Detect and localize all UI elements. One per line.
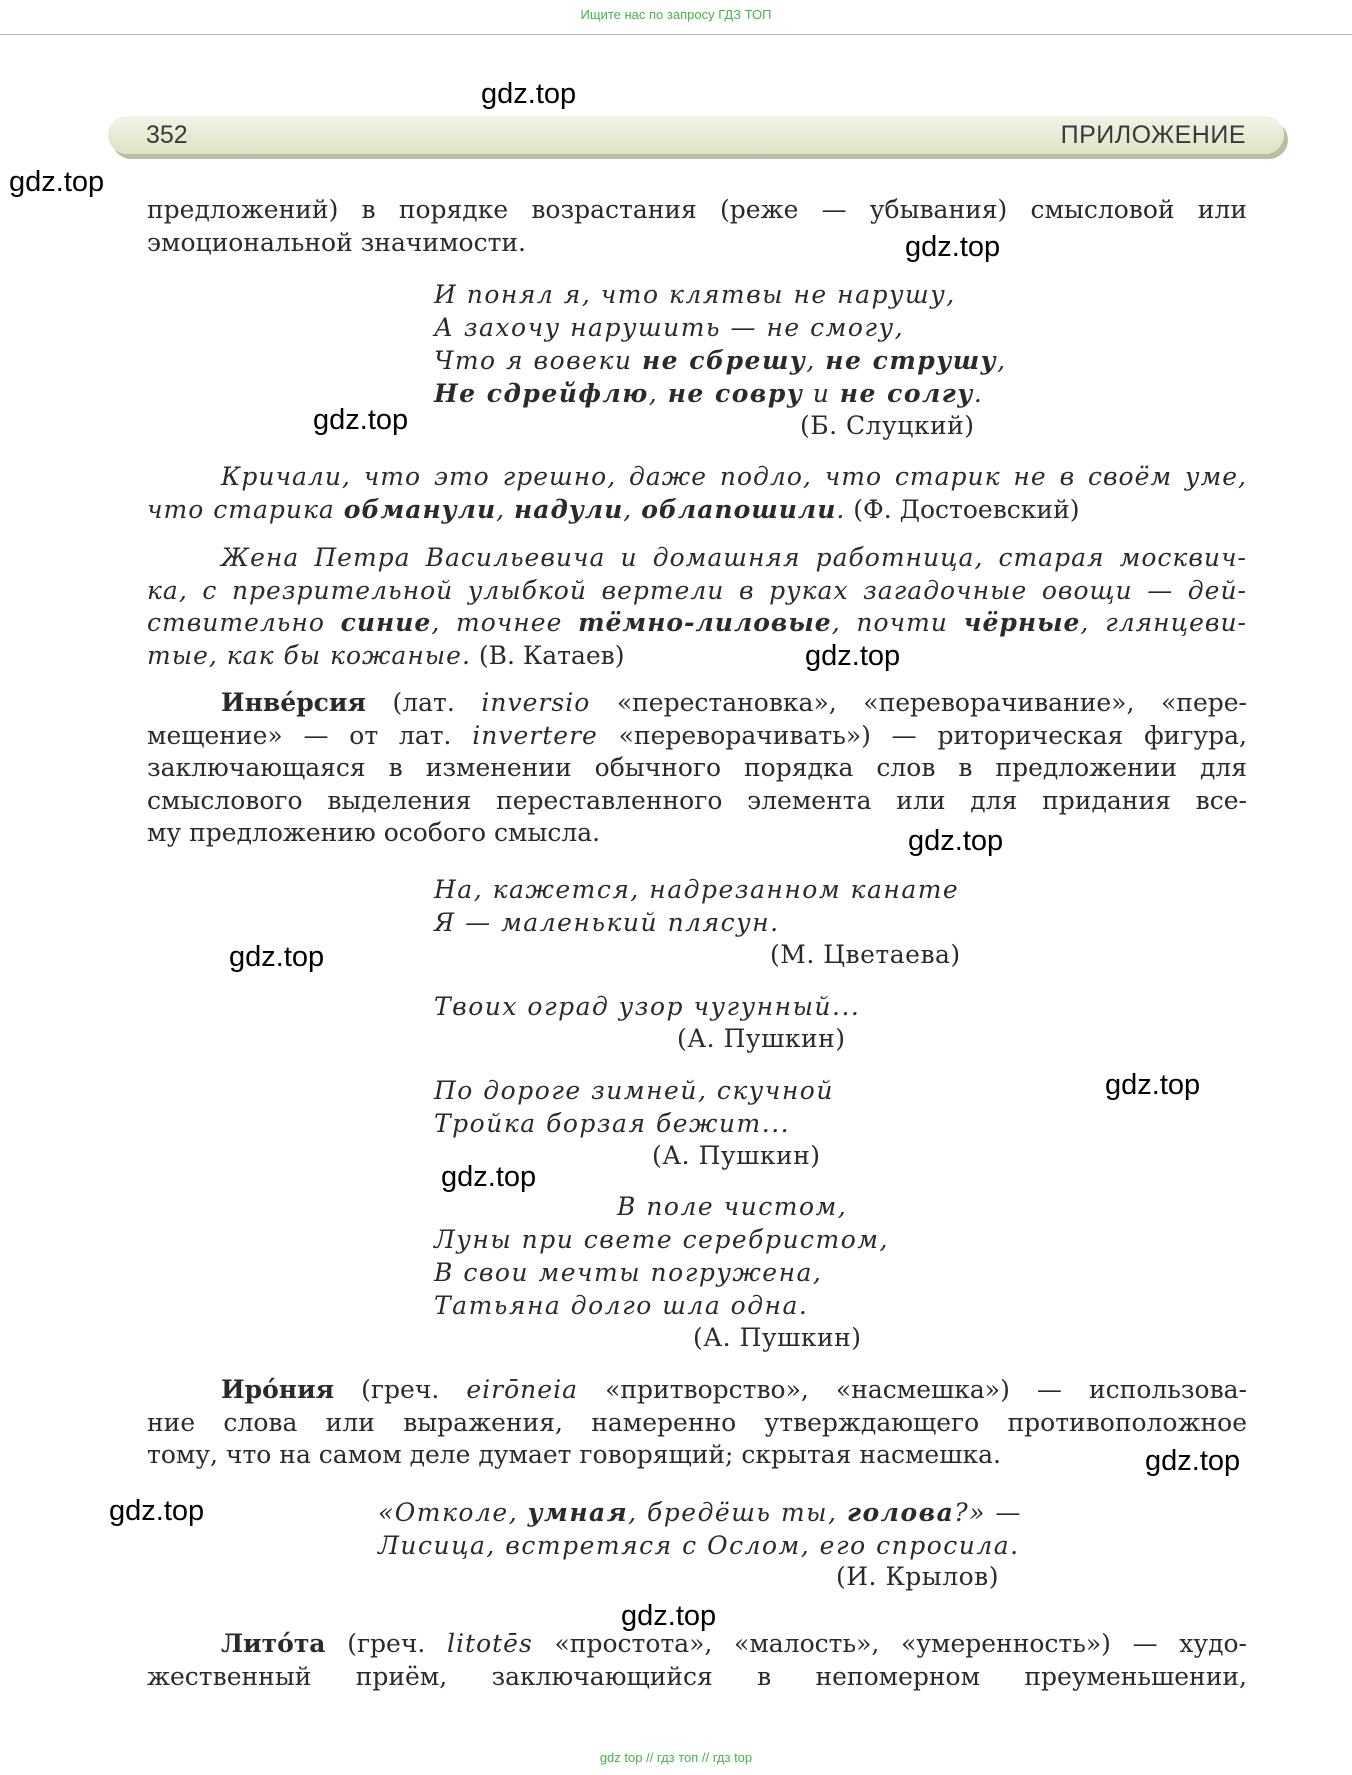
footer-links[interactable]: gdz top // гдз топ // гдз top xyxy=(599,1750,753,1765)
author-pushkin-1: (А. Пушкин) xyxy=(677,1024,846,1053)
watermark: gdz.top xyxy=(441,1161,537,1193)
author-tsvetaeva: (М. Цветаева) xyxy=(770,940,961,969)
term-litotes: Лито́та xyxy=(221,1629,326,1658)
term-inversion: Инве́рсия xyxy=(221,688,366,717)
author-slutsky: (Б. Слуцкий) xyxy=(800,411,975,440)
watermark: gdz.top xyxy=(905,231,1001,263)
definition-inversion: Инве́рсия (лат. inversio «перестановка», «переворачивание», «пере- мещение» — от лат. invertere «переворачивать») — риторическая фигура, заключающаяся в изменении обычного порядка слов в предложении для смыслового выделения переставленного элемента или для придания все- му предложению особого смысла. xyxy=(147,688,1247,847)
watermark: gdz.top xyxy=(621,1600,717,1632)
watermark: gdz.top xyxy=(1105,1069,1201,1101)
top-banner[interactable]: Ищите нас по запросу ГДЗ ТОП xyxy=(0,0,1352,35)
definition-litotes: Лито́та (греч. litotēs «простота», «малость», «умеренность») — худо- жественный приём, заключающийся в непомерном преуменьшении, xyxy=(147,1629,1247,1691)
poem-pushkin-3: В поле чистом, Луны при свете серебристом, В свои мечты погружена, Татьяна долго шла одна. xyxy=(434,1192,889,1320)
watermark: gdz.top xyxy=(313,404,409,436)
example-dostoevsky: Кричали, что это грешно, даже подло, что старик не в своём уме, что старика обманули, надули, облапошили. (Ф. Достоевский) xyxy=(147,462,1247,524)
poem-slutsky: И понял я, что клятвы не нарушу, А захочу нарушить — не смогу, Что я вовеки не сбрешу, не струшу, Не сдрейфлю, не совру и не солгу. xyxy=(434,280,1007,408)
watermark: gdz.top xyxy=(1145,1445,1241,1477)
watermark: gdz.top xyxy=(229,941,325,973)
watermark: gdz.top xyxy=(908,825,1004,857)
definition-irony: Иро́ния (греч. eirōneia «притворство», «насмешка») — использова- ние слова или выражения, намеренно утверждающего противоположное тому, что на самом деле думает говорящий; скрытая насмешка. xyxy=(147,1375,1247,1469)
poem-tsvetaeva: На, кажется, надрезанном канате Я — маленький плясун. xyxy=(434,875,960,937)
page-header xyxy=(108,116,1284,154)
author-pushkin-3: (А. Пушкин) xyxy=(693,1323,862,1352)
author-krylov: (И. Крылов) xyxy=(836,1562,999,1591)
poem-pushkin-2: По дороге зимней, скучной Тройка борзая бежит... xyxy=(434,1076,834,1138)
watermark: gdz.top xyxy=(109,1495,205,1527)
example-kataev: Жена Петра Васильевича и домашняя работница, старая москвич- ка, с презрительной улыбкой вертели в руках загадочные овощи — дей- ствительно синие, точнее тёмно-лиловые, почти чёрные, глянцеви- тые, как бы кожаные. (В. Катаев) xyxy=(147,543,1247,670)
watermark: gdz.top xyxy=(481,78,577,110)
intro-paragraph: предложений) в порядке возрастания (реже — убывания) смысловой или эмоциональной значимости. xyxy=(147,195,1247,257)
watermark: gdz.top xyxy=(9,166,105,198)
author-pushkin-2: (А. Пушкин) xyxy=(652,1141,821,1170)
poem-pushkin-1: Твоих оград узор чугунный... xyxy=(434,992,861,1021)
page-number: 352 xyxy=(146,121,188,149)
section-title: ПРИЛОЖЕНИЕ xyxy=(1060,121,1246,149)
poem-krylov: «Отколе, умная, бредёшь ты, голова?» — Лисица, встретяся с Ослом, его спросила. xyxy=(378,1498,1022,1560)
watermark: gdz.top xyxy=(805,640,901,672)
term-irony: Иро́ния xyxy=(221,1375,335,1404)
